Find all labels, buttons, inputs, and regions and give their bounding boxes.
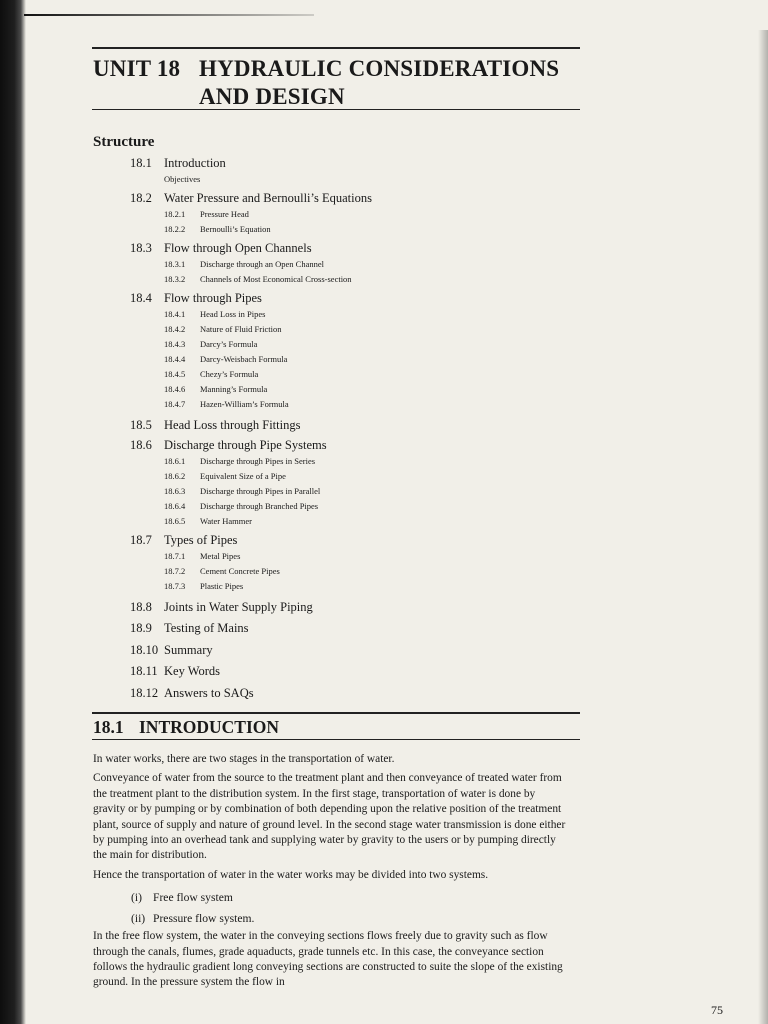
toc-subentry-label: Cement Concrete Pipes bbox=[200, 565, 280, 576]
toc-entry bbox=[130, 661, 372, 683]
toc-entry-number: 18.2 bbox=[130, 191, 152, 205]
toc-subentry-number: 18.4.6 bbox=[164, 384, 186, 394]
toc-subentry bbox=[130, 397, 372, 412]
toc-subentry-label: Pressure Head bbox=[200, 209, 249, 219]
toc-entry bbox=[130, 618, 372, 640]
toc-subentry bbox=[130, 352, 372, 367]
toc-entry bbox=[130, 240, 372, 287]
toc-entry-title bbox=[130, 437, 372, 454]
toc-subentry bbox=[130, 549, 372, 564]
toc-entry bbox=[130, 683, 372, 705]
toc-entry bbox=[130, 190, 372, 237]
toc-entry bbox=[130, 640, 372, 662]
toc-subentry-number: 18.6.5 bbox=[164, 515, 186, 526]
toc-subentry-label: Hazen-William’s Formula bbox=[200, 399, 289, 409]
section-title: INTRODUCTION bbox=[139, 717, 280, 737]
toc-subentry-number: 18.7.2 bbox=[164, 565, 186, 576]
toc-subentry-number: 18.4.7 bbox=[164, 399, 186, 409]
toc-subentry-number: 18.3.2 bbox=[164, 274, 186, 284]
toc-subentry-label: Plastic Pipes bbox=[200, 580, 244, 591]
toc-subentry bbox=[130, 367, 372, 382]
toc-subentry-number: 18.2.1 bbox=[164, 209, 186, 219]
paragraph: In water works, there are two stages in the transportation of water. bbox=[93, 753, 395, 765]
toc-subentry-label: Nature of Fluid Friction bbox=[200, 324, 282, 334]
toc-subentry bbox=[130, 484, 372, 499]
toc-subentry-label: Bernoulli’s Equation bbox=[200, 224, 271, 234]
toc-subentry bbox=[130, 272, 372, 287]
toc-subentry-number: 18.2.2 bbox=[164, 224, 186, 234]
toc-subentry-number: 18.6.4 bbox=[164, 500, 186, 511]
toc-entry-label: Answers to SAQs bbox=[164, 685, 254, 700]
table-of-contents bbox=[130, 155, 372, 704]
toc-entry bbox=[130, 437, 372, 529]
toc-subentry bbox=[130, 514, 372, 529]
section-heading bbox=[93, 717, 279, 738]
toc-entry-number: 18.11 bbox=[130, 664, 158, 678]
systems-list bbox=[93, 887, 568, 929]
toc-entry bbox=[130, 155, 372, 187]
paragraph: Hence the transportation of water in the water works may be divided into two systems. bbox=[93, 868, 489, 881]
toc-entry-title bbox=[130, 415, 372, 437]
toc-subentry-label: Equivalent Size of a Pipe bbox=[200, 470, 286, 481]
toc-entry-number: 18.1 bbox=[130, 156, 152, 170]
toc-entry-title bbox=[130, 640, 372, 662]
toc-subentry bbox=[130, 382, 372, 397]
paragraph: Conveyance of water from the source to the treatment plant and then conveyance of treated water from the treatment plant to the distribution system. In the first stage, transportation of water is done by gravity or by pumping or by combination of both depending upon the relative position of the treatment plant, source of supply and nature of ground level. In the second stage water transmission is done either by pumping into an overhead tank and supplying water by gravity to the users or by pumping directly the main for distribution. bbox=[93, 772, 566, 862]
toc-entry-title bbox=[130, 661, 372, 683]
section-top-rule bbox=[92, 712, 580, 714]
list-item-number: (i) bbox=[131, 891, 142, 905]
toc-subentry bbox=[130, 222, 372, 237]
toc-entry-label: Joints in Water Supply Piping bbox=[164, 599, 313, 614]
scan-shadow-right bbox=[758, 30, 768, 1024]
toc-entry-label: Introduction bbox=[164, 156, 226, 170]
toc-entry bbox=[130, 532, 372, 594]
list-item-label: Free flow system bbox=[153, 891, 233, 905]
toc-entry-label: Types of Pipes bbox=[164, 532, 238, 547]
toc-subentry-label: Discharge through an Open Channel bbox=[200, 259, 325, 269]
toc-subentry-number: 18.7.3 bbox=[164, 580, 186, 591]
toc-subentry bbox=[130, 564, 372, 579]
toc-entry-label: Flow through Open Channels bbox=[164, 241, 312, 255]
toc-entry-title bbox=[130, 597, 372, 619]
toc-entry-number: 18.5 bbox=[130, 418, 152, 432]
toc-entry-title bbox=[130, 155, 372, 172]
toc-subentry-number: 18.4.1 bbox=[164, 309, 186, 319]
toc-subentry bbox=[130, 499, 372, 514]
toc-subentry bbox=[130, 172, 372, 187]
toc-subentry-number: 18.6.3 bbox=[164, 485, 186, 496]
toc-subentry bbox=[130, 337, 372, 352]
toc-subentry-label: Darcy’s Formula bbox=[200, 339, 258, 349]
toc-subentry-label: Darcy-Weisbach Formula bbox=[200, 354, 288, 364]
toc-entry-label: Flow through Pipes bbox=[164, 291, 262, 305]
toc-entry-label: Key Words bbox=[164, 664, 221, 678]
toc-subentry-number: 18.6.2 bbox=[164, 470, 186, 481]
list-item bbox=[93, 887, 568, 908]
toc-entry-title bbox=[130, 618, 372, 640]
toc-subentry-label: Chezy’s Formula bbox=[200, 369, 259, 379]
section-number: 18.1 bbox=[93, 717, 124, 737]
scan-shadow-left bbox=[0, 0, 26, 1024]
toc-entry bbox=[130, 290, 372, 412]
toc-entry-number: 18.12 bbox=[130, 685, 159, 700]
toc-entry-label: Testing of Mains bbox=[164, 621, 249, 635]
toc-entry-label: Discharge through Pipe Systems bbox=[164, 437, 327, 452]
unit-title bbox=[93, 55, 559, 111]
title-line-1 bbox=[93, 55, 559, 83]
toc-entry-title bbox=[130, 290, 372, 307]
toc-subentry-label: Water Hammer bbox=[200, 515, 252, 526]
structure-heading: Structure bbox=[93, 134, 155, 150]
toc-subentry-label: Discharge through Pipes in Parallel bbox=[200, 485, 321, 496]
toc-entry-number: 18.8 bbox=[130, 599, 152, 614]
toc-subentry bbox=[130, 469, 372, 484]
toc-entry-label: Water Pressure and Bernoulli’s Equations bbox=[164, 191, 372, 205]
title-line-2: AND DESIGN bbox=[199, 84, 345, 109]
toc-entry-label: Head Loss through Fittings bbox=[164, 418, 301, 432]
toc-entry-number: 18.10 bbox=[130, 642, 159, 657]
toc-subentry-number: 18.4.2 bbox=[164, 324, 186, 334]
title-bottom-rule bbox=[92, 109, 580, 110]
toc-entry-title bbox=[130, 532, 372, 549]
toc-entry-number: 18.9 bbox=[130, 621, 152, 635]
toc-subentry bbox=[130, 257, 372, 272]
title-text-1: HYDRAULIC CONSIDERATIONS bbox=[199, 56, 560, 81]
toc-subentry bbox=[130, 322, 372, 337]
toc-entry bbox=[130, 597, 372, 619]
toc-subentry-label: Discharge through Branched Pipes bbox=[200, 500, 319, 511]
title-top-rule bbox=[92, 47, 580, 49]
toc-subentry-label: Discharge through Pipes in Series bbox=[200, 455, 316, 466]
page-number: 75 bbox=[711, 1003, 723, 1017]
toc-subentry-number: 18.3.1 bbox=[164, 259, 186, 269]
toc-subentry-number: 18.4.4 bbox=[164, 354, 186, 364]
toc-entry-number: 18.7 bbox=[130, 532, 152, 547]
toc-entry-title bbox=[130, 240, 372, 257]
toc-entry-title bbox=[130, 190, 372, 207]
toc-subentry bbox=[130, 207, 372, 222]
unit-number: UNIT 18 bbox=[93, 56, 181, 81]
toc-subentry-label: Manning’s Formula bbox=[200, 384, 268, 394]
toc-subentry bbox=[130, 454, 372, 469]
toc-subentry bbox=[130, 307, 372, 322]
list-item bbox=[93, 908, 568, 929]
section-bottom-rule bbox=[92, 739, 580, 740]
toc-subentry-number: 18.6.1 bbox=[164, 455, 186, 466]
toc-entry-title bbox=[130, 683, 372, 705]
scan-top-stroke bbox=[24, 14, 314, 16]
toc-entry-label: Summary bbox=[164, 642, 213, 657]
toc-subentry-label: Objectives bbox=[164, 174, 201, 184]
toc-subentry-label: Channels of Most Economical Cross-section bbox=[200, 274, 352, 284]
toc-subentry-label: Head Loss in Pipes bbox=[200, 309, 266, 319]
list-item-number: (ii) bbox=[131, 912, 146, 926]
toc-subentry-number: 18.4.3 bbox=[164, 339, 186, 349]
toc-subentry-label: Metal Pipes bbox=[200, 550, 241, 561]
toc-subentry-number: 18.4.5 bbox=[164, 369, 186, 379]
toc-entry-number: 18.4 bbox=[130, 291, 152, 305]
toc-entry-number: 18.3 bbox=[130, 241, 152, 255]
list-item-label: Pressure flow system. bbox=[153, 912, 255, 926]
section-body bbox=[93, 752, 568, 995]
toc-subentry bbox=[130, 579, 372, 594]
toc-entry bbox=[130, 415, 372, 437]
toc-entry-number: 18.6 bbox=[130, 437, 152, 452]
toc-subentry-number: 18.7.1 bbox=[164, 550, 186, 561]
paragraph: In the free flow system, the water in the conveying sections flows freely due to gravity such as flow through the canals, flumes, grade aquaducts, grade tunnels etc. In this case, the conveyance section follows the hydraulic gradient long conveying sections are constructed to suite the slope of the existing ground. In the pressure system the flow in bbox=[93, 930, 563, 989]
